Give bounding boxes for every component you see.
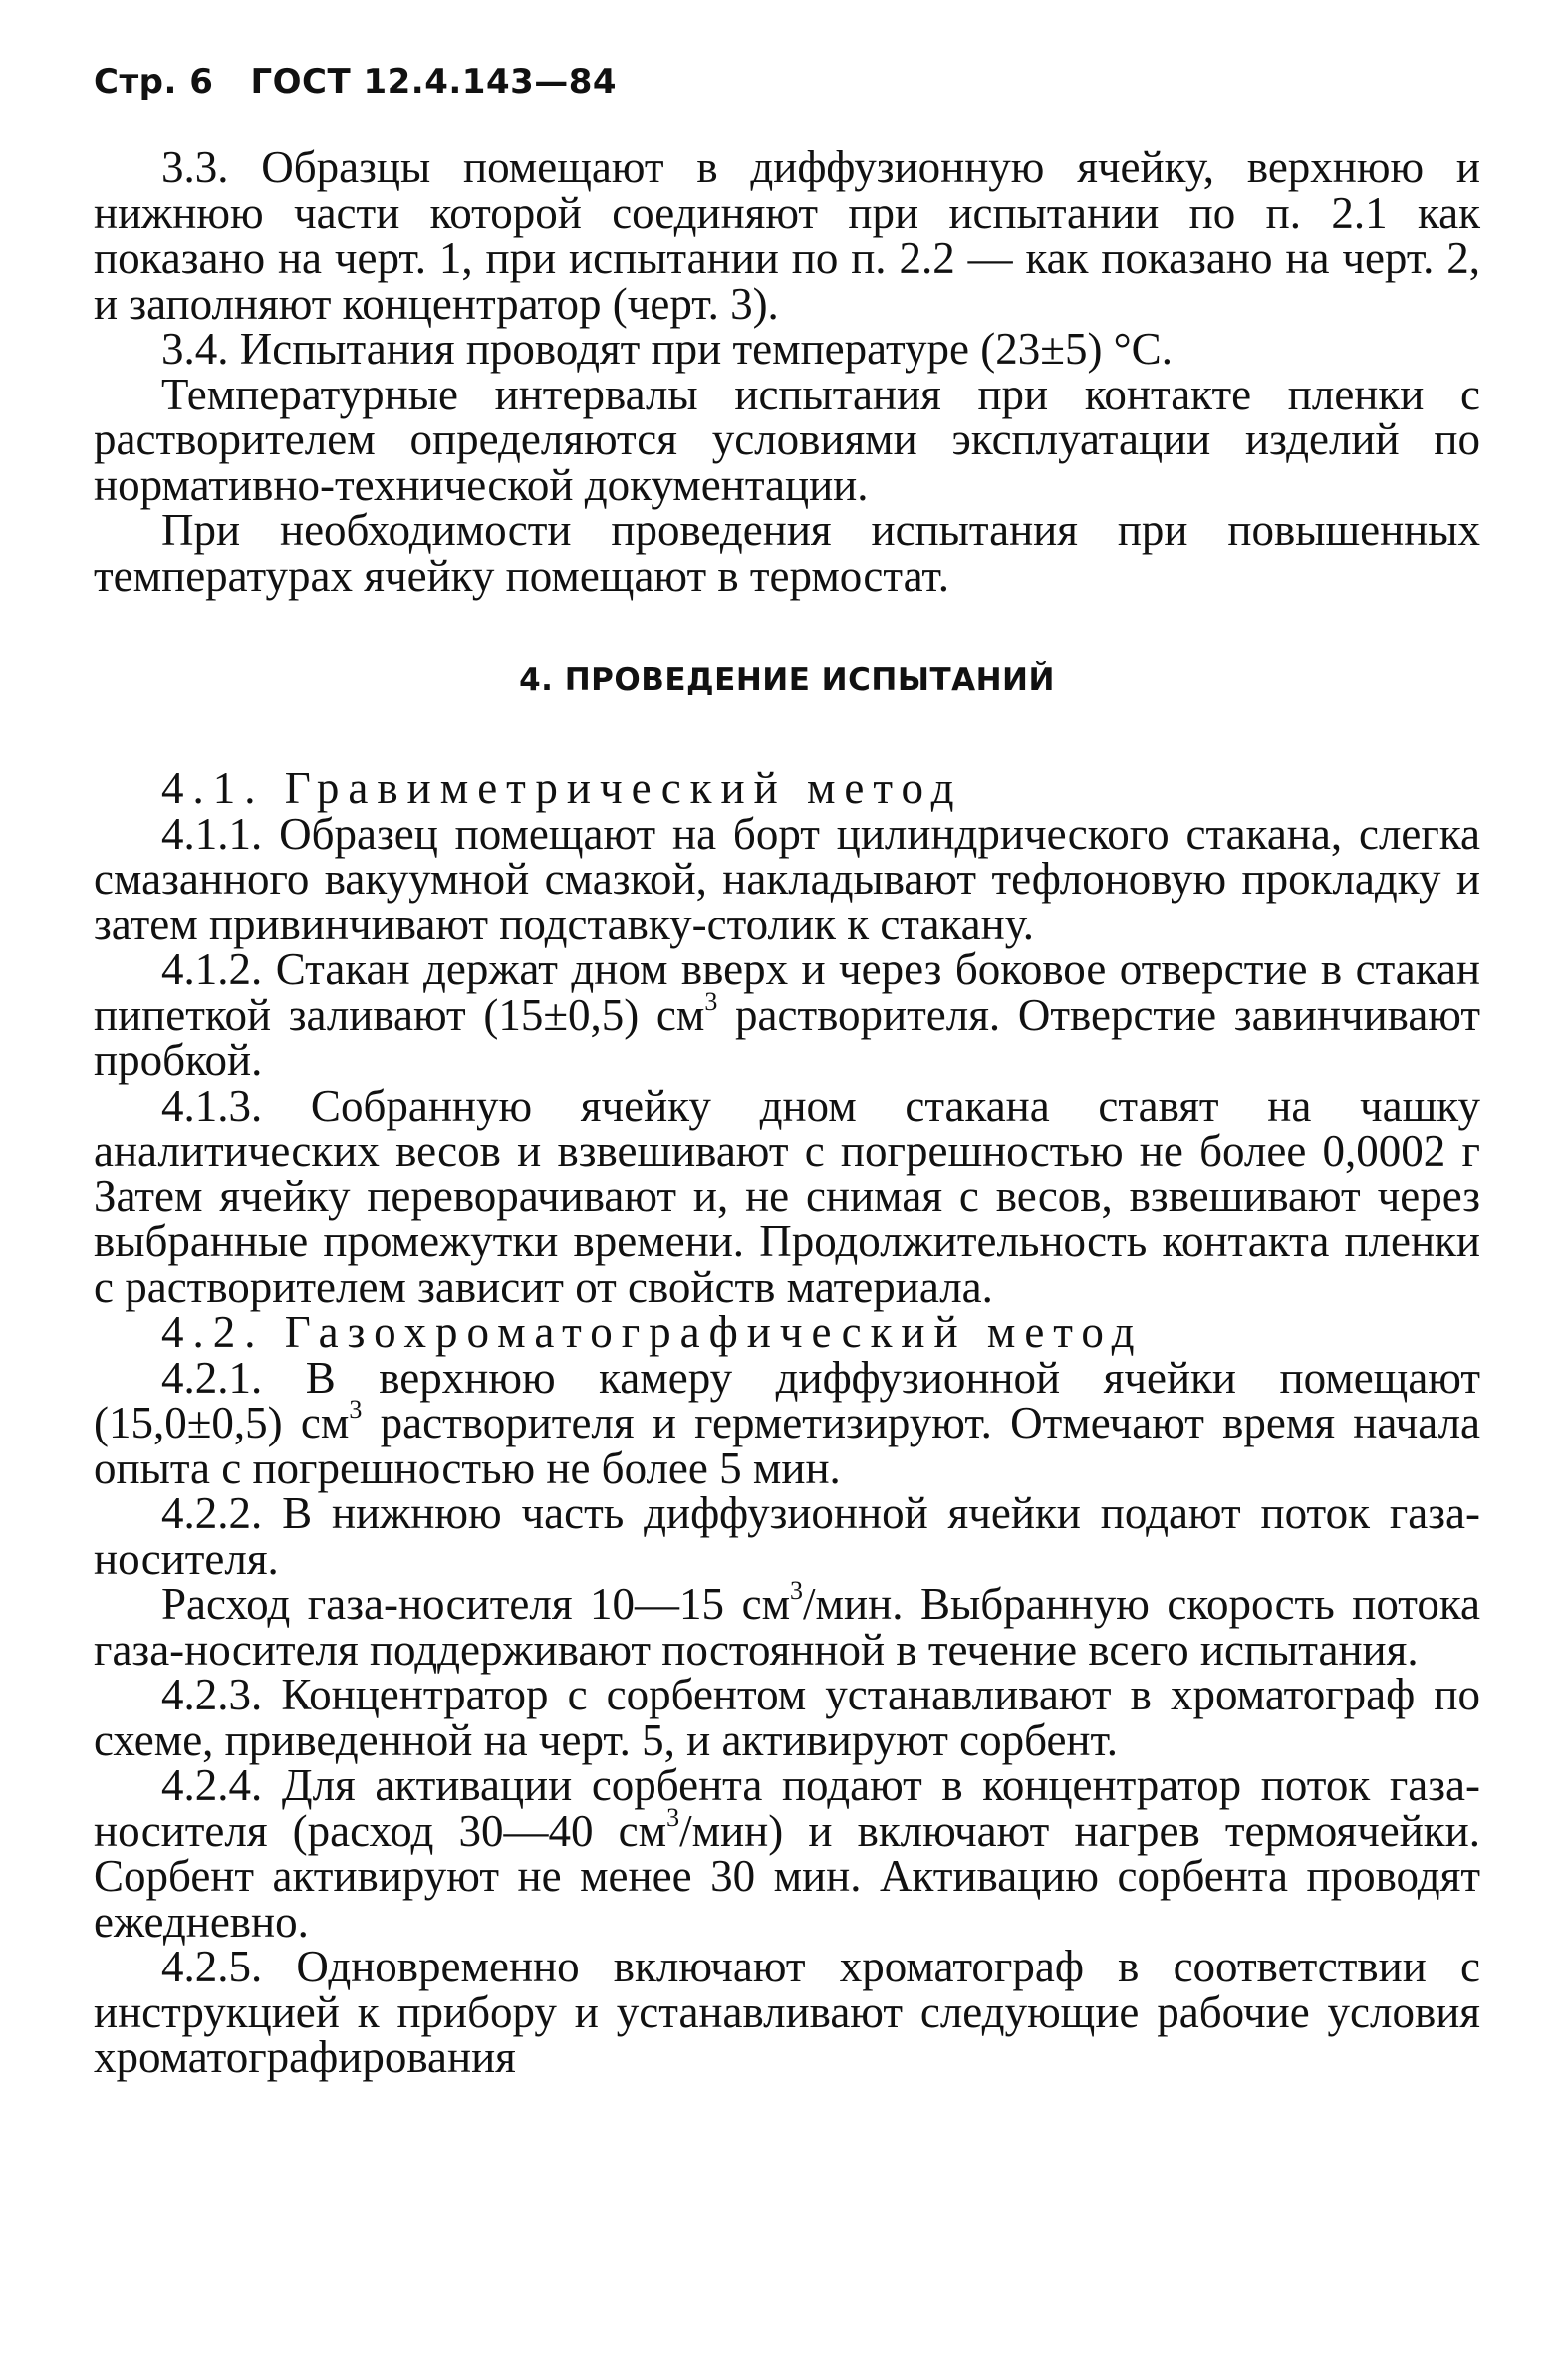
paragraph-3-4-thermostat: При необходимости проведения испытания при повышенных температурах ячейку помещают в термостат. <box>94 505 1480 601</box>
page-number: Стр. 6 <box>94 62 214 102</box>
standard-number: ГОСТ 12.4.143—84 <box>250 62 618 102</box>
section-heading-4: 4. ПРОВЕДЕНИЕ ИСПЫТАНИЙ <box>519 662 1055 698</box>
subheading-4-2: 4.2. Газохроматографический метод <box>161 1307 1144 1357</box>
paragraph-3-4: 3.4. Испытания проводят при температуре (23±5) °С. <box>161 324 1173 374</box>
paragraph-4-2-5: 4.2.5. Одновременно включают хроматограф в соответствии с инструкцией к прибору и устанавливают следующие рабочие условия хроматографирования <box>94 1942 1480 2082</box>
document-page <box>94 58 1480 2081</box>
paragraph-4-1-3: 4.1.3. Собранную ячейку дном стакана ставят на чашку аналитических весов и взвешивают с погрешностью не более 0,0002 г Затем ячейку переворачивают и, не снимая с весов, взвешивают через выбранные промежутки времени. Продолжительность контакта пленки с растворителем зависит от свойств материала. <box>94 1080 1480 1312</box>
paragraph-4-2-3: 4.2.3. Концентратор с сорбентом устанавливают в хроматограф по схеме, приведенной на черт. 5, и активируют сорбент. <box>94 1670 1480 1765</box>
paragraph-4-2-2-flow-rate: Расход газа-носителя 10—15 $см^3$/мин. Выбранную скорость потока газа-носителя поддерживают постоянной в течение всего испытания. <box>94 1576 1480 1675</box>
running-header <box>94 58 1480 106</box>
paragraph-4-2-2: 4.2.2. В нижнюю часть диффузионной ячейки подают поток газа-носителя. <box>94 1488 1480 1584</box>
paragraph-3-4-temperature-intervals: Температурные интервалы испытания при контакте пленки с растворителем определяются условиями эксплуатации изделий по нормативно-технической документации. <box>94 369 1480 510</box>
subheading-4-1: 4.1. Гравиметрический метод <box>161 763 963 813</box>
paragraph-4-2-4: 4.2.4. Для активации сорбента подают в концентратор поток газа-носителя (расход 30—40 $см^3/мин$) и включают нагрев термоячейки. Сорбент активируют не менее 30 мин. Активацию сорбента проводят ежедневно. <box>94 1760 1480 1947</box>
paragraph-4-2-1: 4.2.1. В верхнюю камеру диффузионной ячейки помещают (15,0±0,5) $см^3$ растворителя и герметизируют. Отмечают время начала опыта с погрешностью не более 5 мин. <box>94 1352 1480 1493</box>
paragraph-3-3: 3.3. Образцы помещают в диффузионную ячейку, верхнюю и нижнюю части которой соединяют при испытании по п. 2.1 как показано на черт. 1, при испытании по п. 2.2 — как показано на черт. 2, и заполняют концентратор (черт. 3). <box>94 142 1480 329</box>
paragraph-4-1-2: 4.1.2. Стакан держат дном вверх и через боковое отверстие в стакан пипеткой заливают (15±0,5) $см^3$ растворителя. Отверстие завинчивают пробкой. <box>94 944 1480 1085</box>
paragraph-4-1-1: 4.1.1. Образец помещают на борт цилиндрического стакана, слегка смазанного вакуумной смазкой, накладывают тефлоновую прокладку и затем привинчивают подставку-столик к стакану. <box>94 808 1480 949</box>
